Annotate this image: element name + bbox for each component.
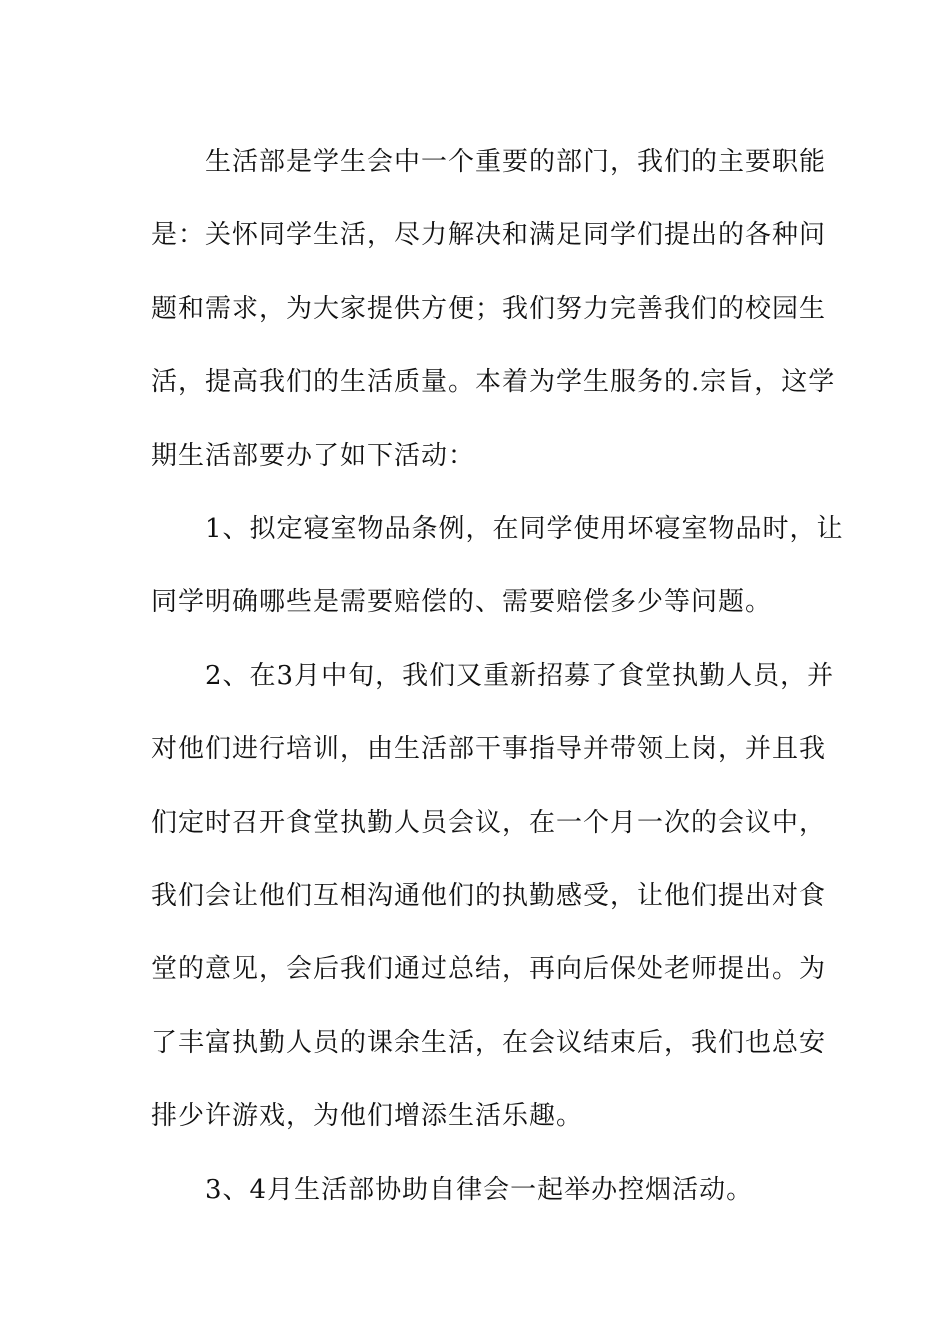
document-body (151, 126, 844, 1227)
text-line: 1、拟定寝室物品条例，在同学使用坏寝室物品时，让 (205, 514, 844, 545)
text-line: 2、在3月中旬，我们又重新招募了食堂执勤人员，并 (205, 660, 835, 691)
text-line: 活，提高我们的生活质量。本着为学生服务的.宗旨，这学 (151, 367, 836, 398)
text-line: 是：关怀同学生活，尽力解决和满足同学们提出的各种问 (151, 220, 827, 251)
text-line: 堂的意见，会后我们通过总结，再向后保处老师提出。为 (151, 954, 827, 985)
text-line: 们定时召开食堂执勤人员会议，在一个月一次的会议中， (151, 807, 827, 838)
text-line: 对他们进行培训，由生活部干事指导并带领上岗，并且我 (151, 734, 827, 765)
text-line: 同学明确哪些是需要赔偿的、需要赔偿多少等问题。 (151, 587, 773, 618)
text-line: 期生活部要办了如下活动： (151, 440, 476, 471)
text-line: 排少许游戏，为他们增添生活乐趣。 (151, 1101, 584, 1132)
text-line: 了丰富执勤人员的课余生活，在会议结束后，我们也总安 (151, 1027, 827, 1058)
text-line: 我们会让他们互相沟通他们的执勤感受，让他们提出对食 (151, 881, 827, 912)
text-line: 生活部是学生会中一个重要的部门，我们的主要职能 (205, 147, 827, 177)
paragraph-item-2 (151, 640, 835, 1154)
paragraph-intro (151, 126, 836, 493)
text-line: 题和需求，为大家提供方便；我们努力完善我们的校园生 (151, 293, 827, 324)
paragraph-item-1 (151, 493, 844, 640)
paragraph-item-3 (151, 1154, 811, 1227)
text-line: 3、4月生活部协助自律会一起举办控烟活动。 (205, 1174, 754, 1205)
